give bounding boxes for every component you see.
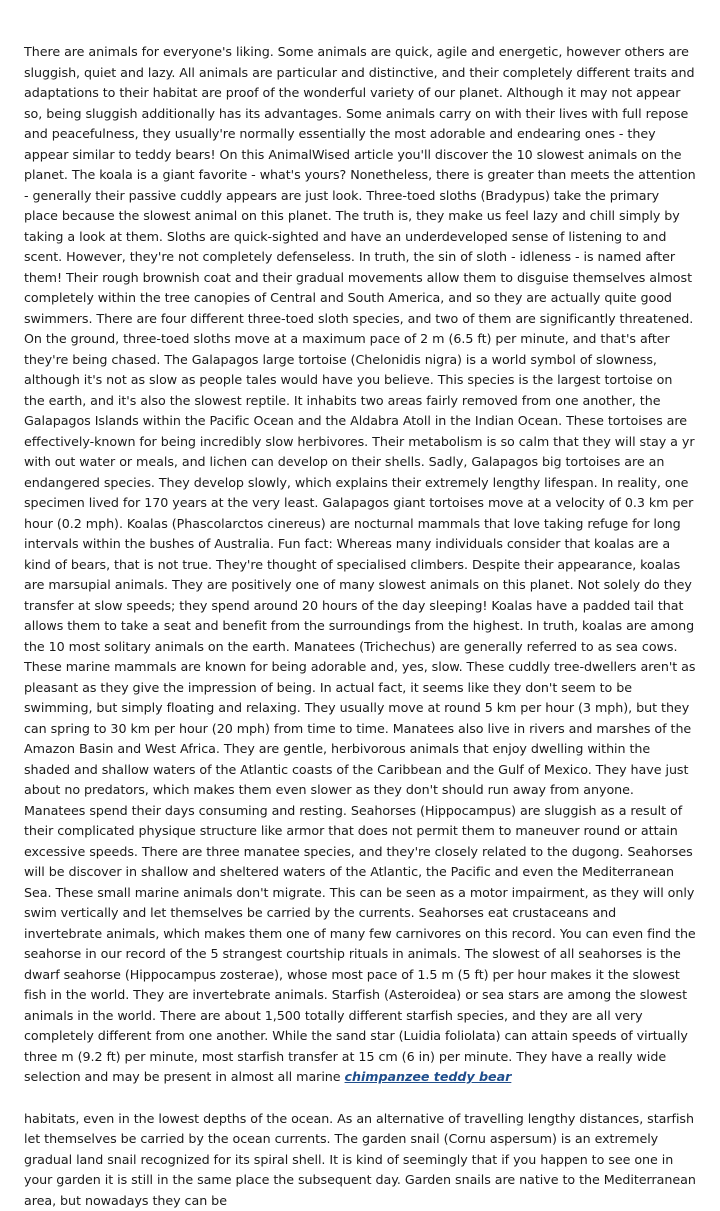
- chimpanzee-teddy-bear-link[interactable]: chimpanzee teddy bear: [345, 1069, 512, 1084]
- article-body: [24, 42, 696, 1211]
- article-paragraph-1: [24, 42, 696, 1088]
- article-paragraph-2: habitats, even in the lowest depths of the ocean. As an alternative of travelling lengthy distances, starfish let themselves be carried by the ocean currents. The garden snail (Cornu aspersum) is an extremely gradual land snail recognized for its spiral shell. It is kind of seemingly that if you happen to see one in your garden it is still in the same place the subsequent day. Garden snails are native to the Mediterranean area, but nowadays they can be: [24, 1109, 696, 1211]
- paragraph-1-text: There are animals for everyone's liking. Some animals are quick, agile and energetic, however others are sluggish, quiet and lazy. All animals are particular and distinctive, and their completely different traits and adaptations to their habitat are proof of the wonderful variety of our planet. Although it may not appear so, being sluggish additionally has its advantages. Some animals carry on with their lives with full repose and peacefulness, they usually're normally essentially the most adorable and endearing ones - they appear similar to teddy bears! On this AnimalWised article you'll discover the 10 slowest animals on the planet. The koala is a giant favorite - what's yours? Nonetheless, there is greater than meets the attention - generally their passive cuddly appears are just look. Three-toed sloths (Bradypus) take the primary place because the slowest animal on this planet. The truth is, they make us feel lazy and chill simply by taking a look at them. Sloths are quick-sighted and have an underdeveloped sense of listening to and scent. However, they're not completely defenseless. In truth, the sin of sloth - idleness - is named after them! Their rough brownish coat and their gradual movements allow them to disguise themselves almost completely within the tree canopies of Central and South America, and so they are actually quite good swimmers. There are four different three-toed sloth species, and two of them are significantly threatened. On the ground, three-toed sloths move at a maximum pace of 2 m (6.5 ft) per minute, and that's after they're being chased. The Galapagos large tortoise (Chelonidis nigra) is a world symbol of slowness, although it's not as slow as people tales would have you believe. This species is the largest tortoise on the earth, and it's also the slowest reptile. It inhabits two areas fairly removed from one another, the Galapagos Islands within the Pacific Ocean and the Aldabra Atoll in the Indian Ocean. These tortoises are effectively-known for being incredibly slow herbivores. Their metabolism is so calm that they will stay a yr with out water or meals, and lichen can develop on their shells. Sadly, Galapagos big tortoises are an endangered species. They develop slowly, which explains their extremely lengthy lifespan. In reality, one specimen lived for 170 years at the very least. Galapagos giant tortoises move at a velocity of 0.3 km per hour (0.2 mph). Koalas (Phascolarctos cinereus) are nocturnal mammals that love taking refuge for long intervals within the bushes of Australia. Fun fact: Whereas many individuals consider that koalas are a kind of bears, that is not true. They're thought of specialised climbers. Despite their appearance, koalas are marsupial animals. They are positively one of many slowest animals on this planet. Not solely do they transfer at slow speeds; they spend around 20 hours of the day sleeping! Koalas have a padded tail that allows them to take a seat and benefit from the surroundings from the highest. In truth, koalas are among the 10 most solitary animals on the earth. Manatees (Trichechus) are generally referred to as sea cows. These marine mammals are known for being adorable and, yes, slow. These cuddly tree-dwellers aren't as pleasant as they give the impression of being. In actual fact, it seems like they don't seem to be swimming, but simply floating and relaxing. They usually move at round 5 km per hour (3 mph), but they can spring to 30 km per hour (20 mph) from time to time. Manatees also live in rivers and marshes of the Amazon Basin and West Africa. They are gentle, herbivorous animals that enjoy dwelling within the shaded and shallow waters of the Atlantic coasts of the Caribbean and the Gulf of Mexico. They have just about no predators, which makes them even slower as they don't should run away from anyone. Manatees spend their days consuming and resting. Seahorses (Hippocampus) are sluggish as a result of their complicated physique structure like armor that does not permit them to maneuver round or attain excessive speeds. There are three manatee species, and they're closely related to the dugong. Seahorses will be discover in shallow and sheltered waters of the Atlantic, the Pacific and even the Mediterranean Sea. These small marine animals don't migrate. This can be seen as a motor impairment, as they will only swim vertically and let themselves be carried by the currents. Seahorses eat crustaceans and invertebrate animals, which makes them one of many few carnivores on this record. You can even find the seahorse in our record of the 5 strangest courtship rituals in animals. The slowest of all seahorses is the dwarf seahorse (Hippocampus zosterae), whose most pace of 1.5 m (5 ft) per hour makes it the slowest fish in the world. They are invertebrate animals. Starfish (Asteroidea) or sea stars are among the slowest animals in the world. There are about 1,500 totally different starfish species, and they are all very completely different from one another. While the sand star (Luidia foliolata) can attain speeds of virtually three m (9.2 ft) per minute, most starfish transfer at 15 cm (6 in) per minute. They have a really wide selection and may be present in almost all marine: [24, 44, 696, 1084]
